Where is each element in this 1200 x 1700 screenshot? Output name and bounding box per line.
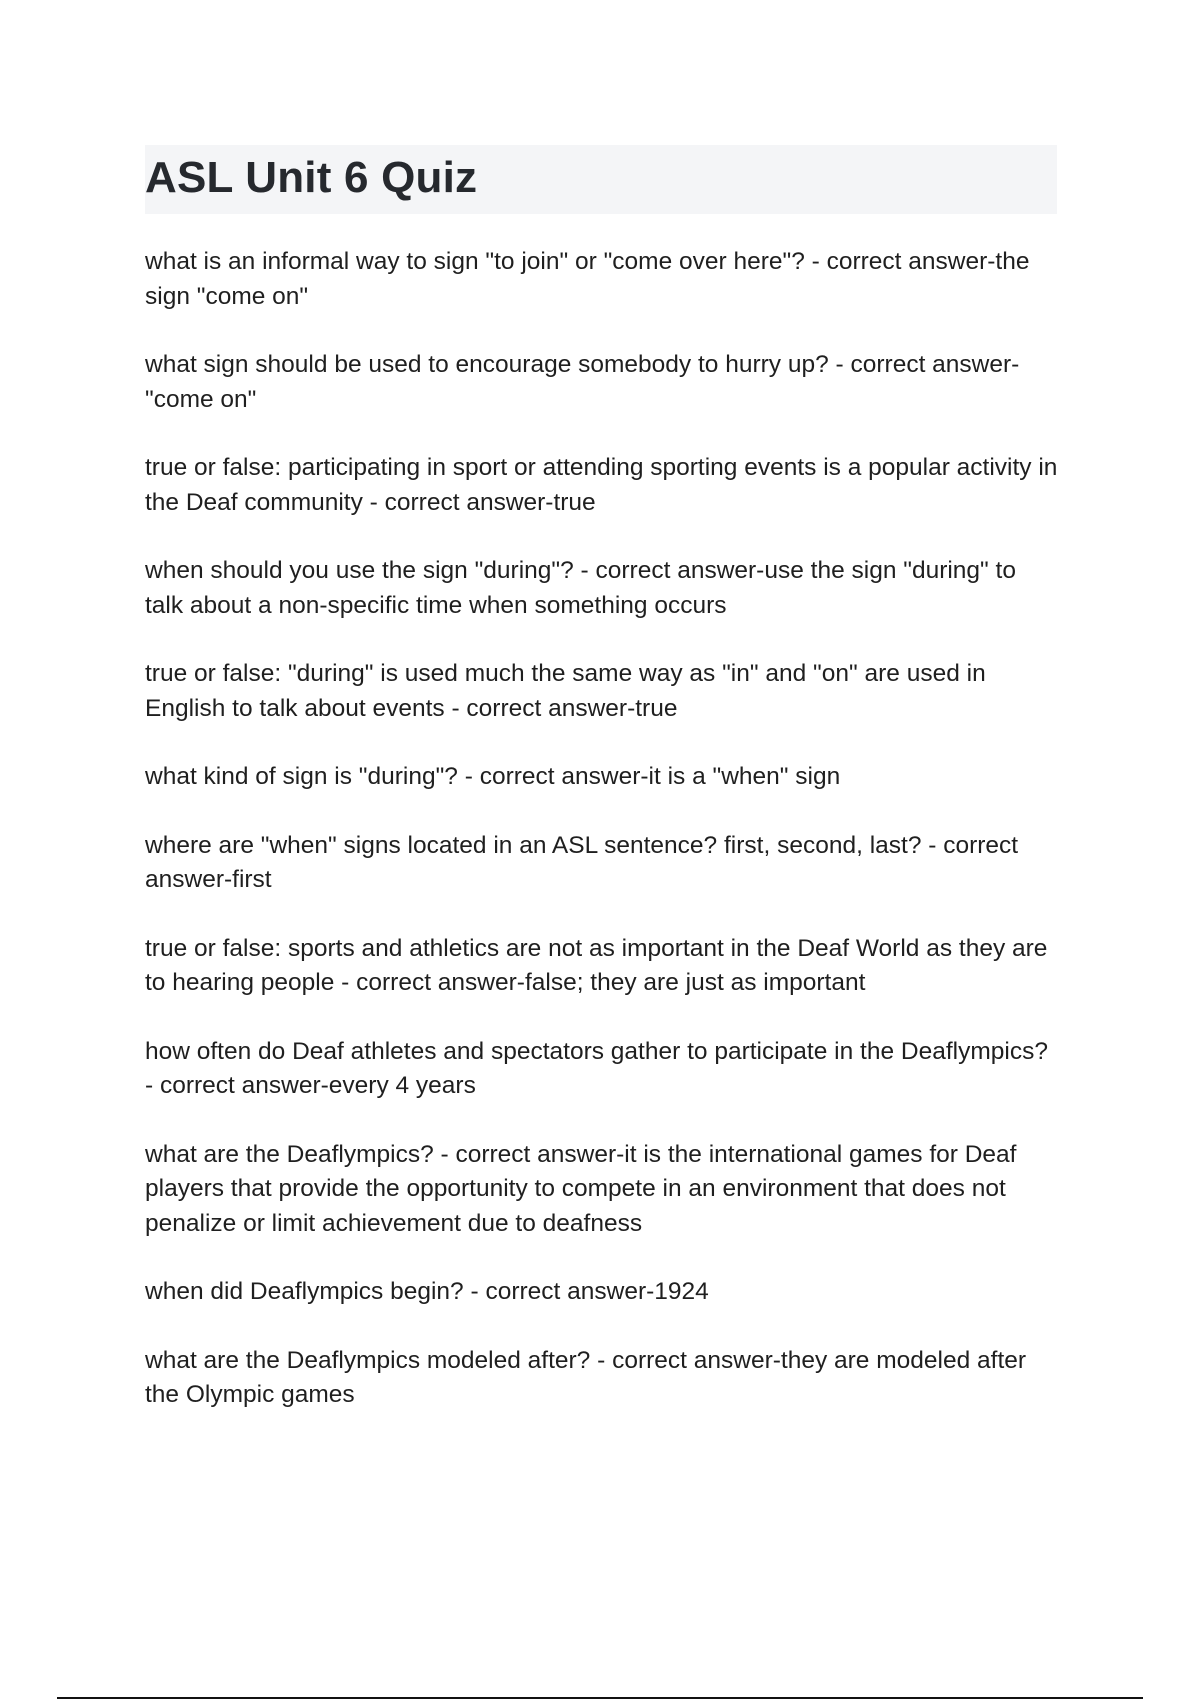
footer-divider — [57, 1697, 1143, 1699]
page-title: ASL Unit 6 Quiz — [145, 153, 478, 202]
question-answer-item: where are "when" signs located in an ASL sentence? first, second, last? - correct answer-first — [145, 831, 1019, 893]
question-answer-list — [145, 245, 1060, 1447]
question-answer-item: what sign should be used to encourage somebody to hurry up? - correct answer-"come on" — [145, 351, 1020, 413]
question-answer-item: when did Deaflympics begin? - correct answer-1924 — [145, 1278, 709, 1305]
question-answer-item: what are the Deaflympics? - correct answer-it is the international games for Deaf players that provide the opportunity to compete in an environment that does not penalize or limit achievement due to deafness — [145, 1140, 1017, 1237]
question-answer-item: what are the Deaflympics modeled after? - correct answer-they are modeled after the Olympic games — [145, 1346, 1027, 1408]
question-answer-item: true or false: "during" is used much the same way as "in" and "on" are used in English to talk about events - correct answer-true — [145, 660, 986, 722]
question-answer-item: when should you use the sign "during"? - correct answer-use the sign "during" to talk about a non-specific time when something occurs — [145, 557, 1016, 619]
question-answer-item: what is an informal way to sign "to join" or "come over here"? - correct answer-the sign "come on" — [145, 248, 1030, 310]
question-answer-item: true or false: sports and athletics are not as important in the Deaf World as they are to hearing people - correct answer-false; they are just as important — [145, 934, 1048, 996]
title-banner — [145, 145, 1057, 214]
question-answer-item: true or false: participating in sport or attending sporting events is a popular activity in the Deaf community - correct answer-true — [145, 454, 1058, 516]
question-answer-item: what kind of sign is "during"? - correct answer-it is a "when" sign — [145, 763, 841, 790]
question-answer-item: how often do Deaf athletes and spectators gather to participate in the Deaflympics? - correct answer-every 4 years — [145, 1037, 1048, 1099]
